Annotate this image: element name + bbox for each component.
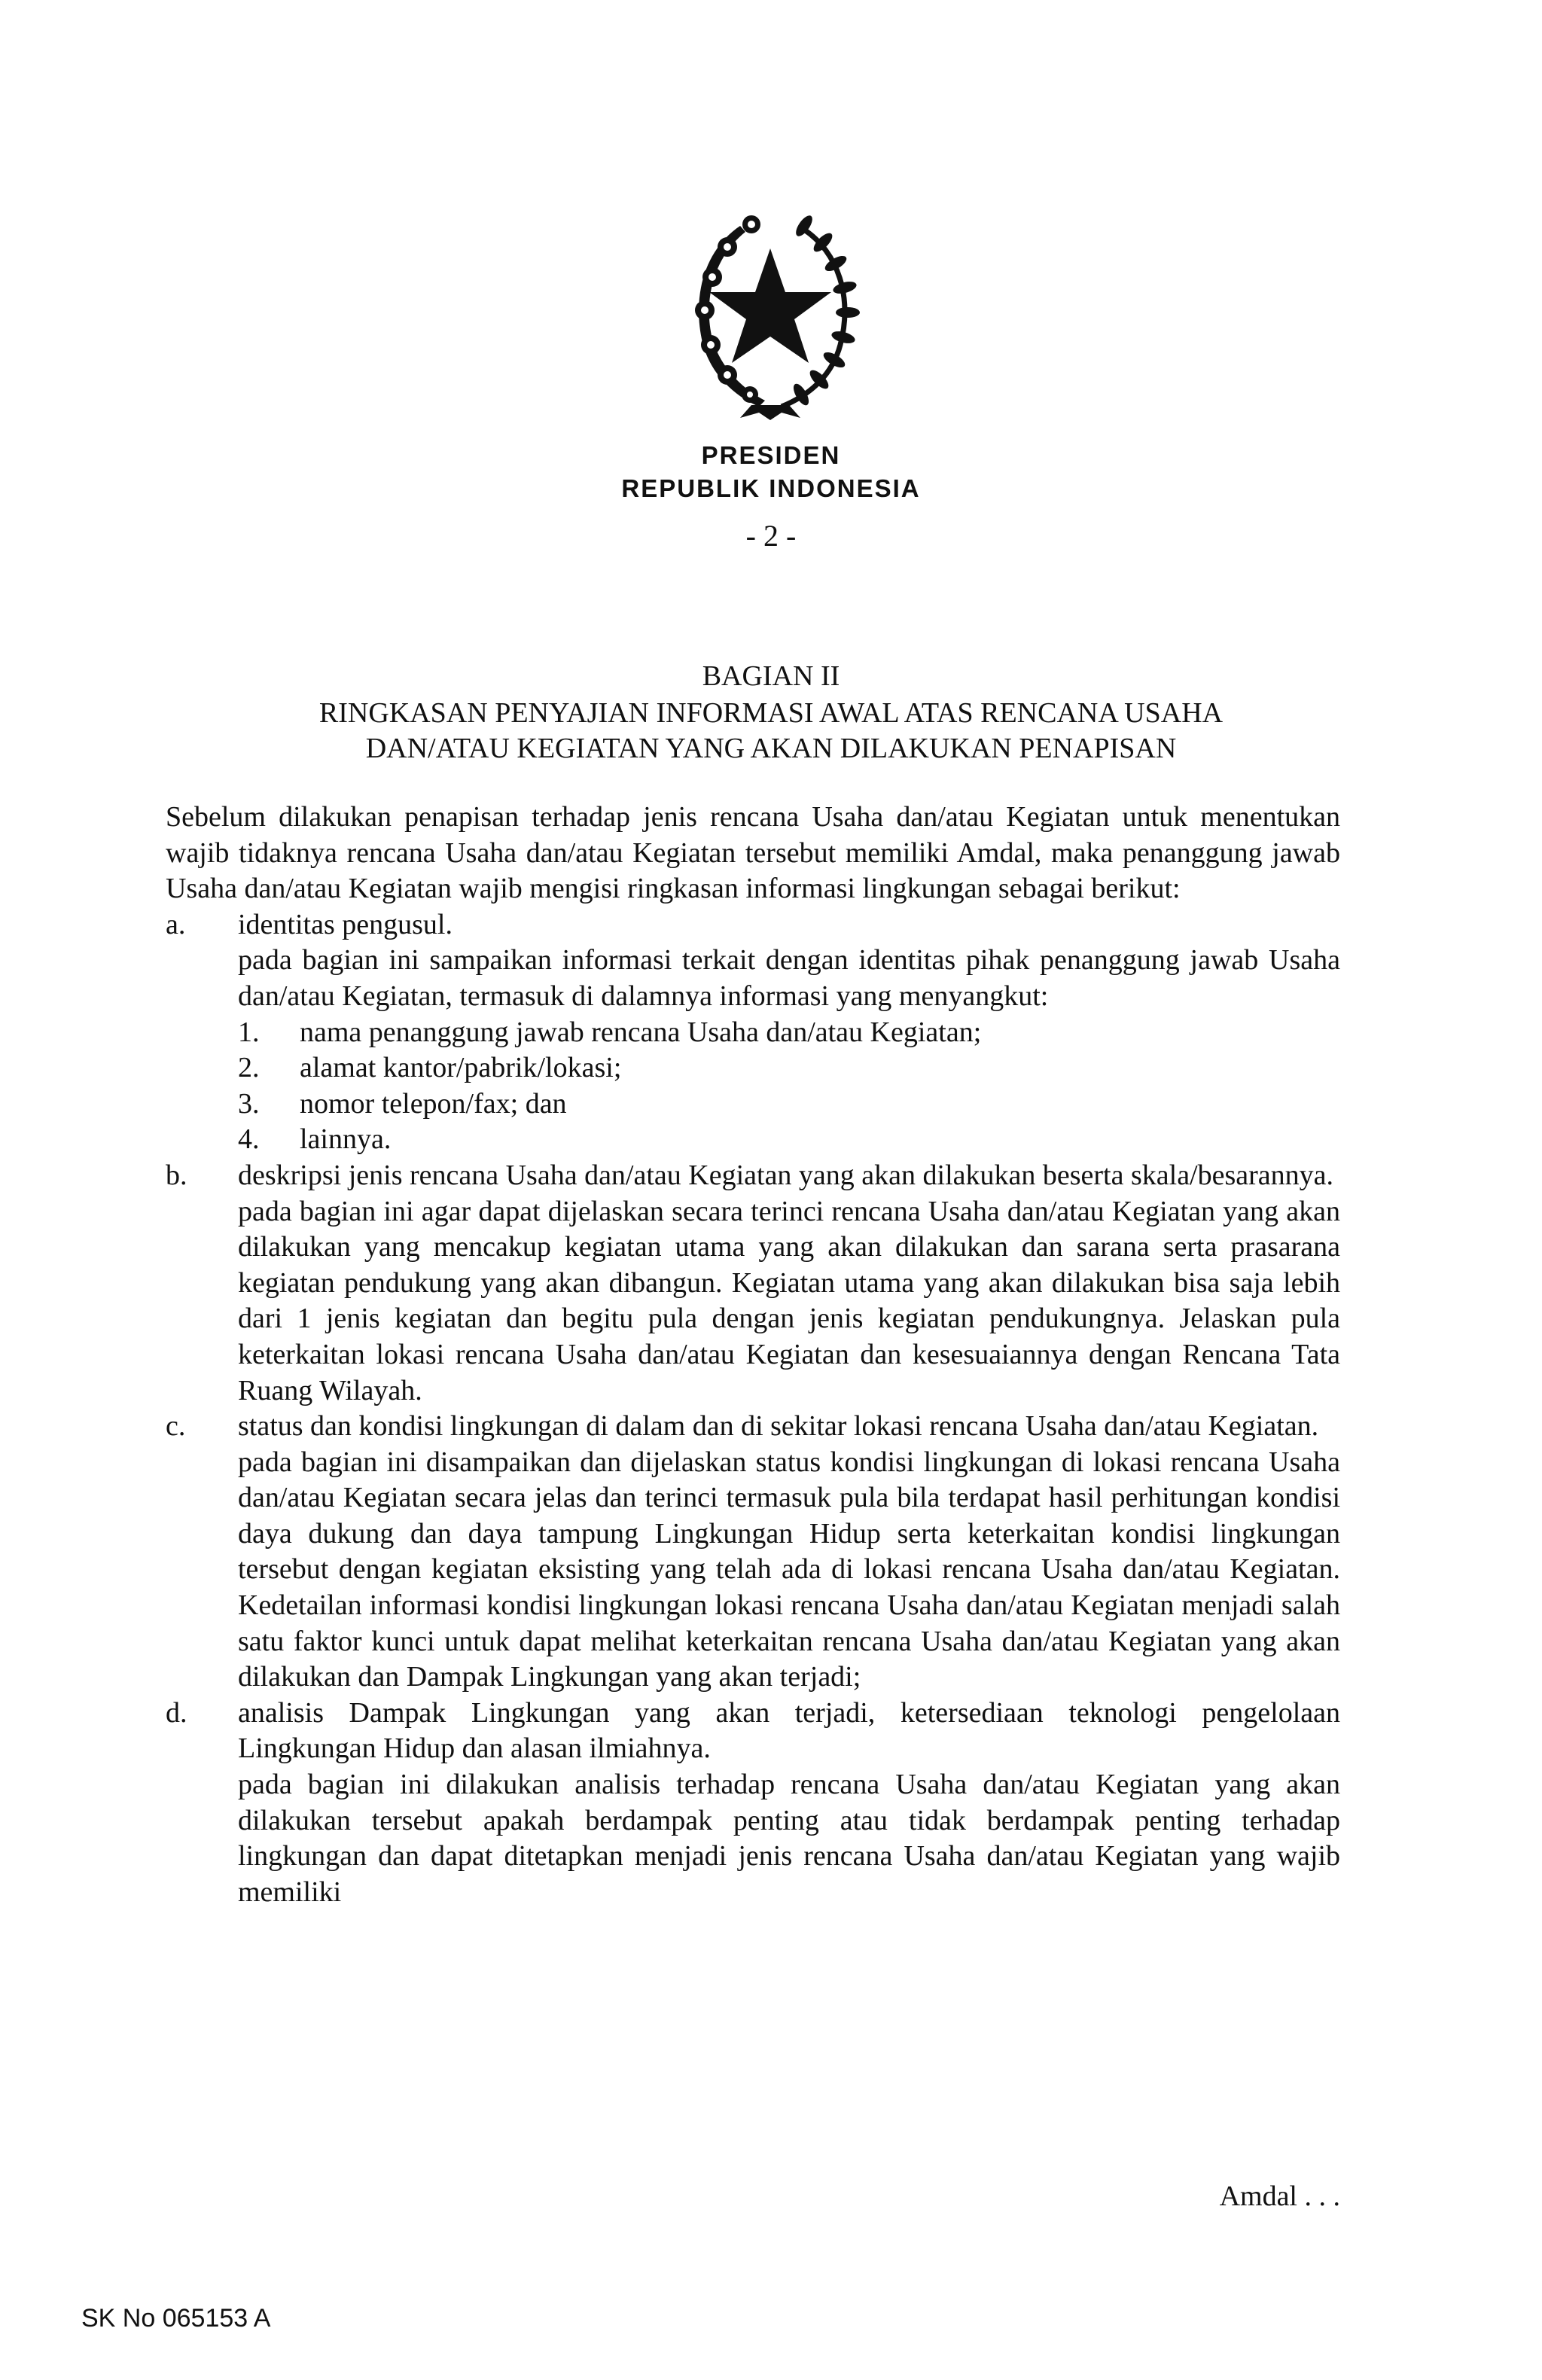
sk-number: SK No 065153 A [81, 2304, 271, 2333]
item-marker: a. [166, 908, 186, 940]
sub-item [238, 1122, 1340, 1158]
section-subtitle-line1: RINGKASAN PENYAJIAN INFORMASI AWAL ATAS RENCANA USAHA [318, 697, 1224, 729]
item-text: pada bagian ini agar dapat dijelaskan secara terinci rencana Usaha dan/atau Kegiatan yang akan dilakukan yang mencakup kegiatan utama yang akan dilakukan dan sarana serta prasarana kegiatan pendukung yang akan dibangun. Kegiatan utama yang akan dilakukan bisa saja lebih dari 1 jenis kegiatan dan begitu pula dengan jenis kegiatan pendukungnya. Jelaskan pula keterkaitan lokasi rencana Usaha dan/atau Kegiatan dan kesesuaiannya dengan Rencana Tata Ruang Wilayah. [238, 1195, 1340, 1406]
header-title-presiden: PRESIDEN [701, 441, 841, 469]
sub-item-number: 1. [238, 1016, 260, 1048]
item-text: pada bagian ini dilakukan analisis terhadap rencana Usaha dan/atau Kegiatan yang akan dilakukan tersebut apakah berdampak penting atau tidak berdampak penting terhadap lingkungan dan dapat ditetapkan menjadi jenis rencana Usaha dan/atau Kegiatan yang wajib memiliki [238, 1769, 1340, 1908]
item-heading: identitas pengusul. [238, 908, 453, 940]
item-text: pada bagian ini sampaikan informasi terkait dengan identitas pihak penanggung jawab Usaha dan/atau Kegiatan, termasuk di dalamnya informasi yang menyangkut: [238, 944, 1340, 1012]
item-heading: analisis Dampak Lingkungan yang akan terjadi, ketersediaan teknologi pengelolaan Lingkungan Hidup dan alasan ilmiahnya. [238, 1696, 1340, 1765]
section-title: BAGIAN II [702, 660, 840, 692]
page-continuation: Amdal . . . [1219, 2180, 1340, 2212]
item-heading: status dan kondisi lingkungan di dalam dan di sekitar lokasi rencana Usaha dan/atau Kegiatan. [238, 1410, 1319, 1443]
sub-item-number: 3. [238, 1087, 260, 1120]
item-marker: b. [166, 1159, 187, 1191]
intro-paragraph: Sebelum dilakukan penapisan terhadap jenis rencana Usaha dan/atau Kegiatan untuk menentukan wajib tidaknya rencana Usaha dan/atau Kegiatan tersebut memiliki Amdal, maka penanggung jawab Usaha dan/atau Kegiatan wajib mengisi ringkasan informasi lingkungan sebagai berikut: [166, 801, 1340, 905]
list-item-b [166, 1158, 1340, 1409]
sub-list [238, 1015, 1340, 1158]
item-text: pada bagian ini disampaikan dan dijelaskan status kondisi lingkungan di lokasi rencana Usaha dan/atau Kegiatan secara jelas dan terinci termasuk pula bila terdapat hasil perhitungan kondisi daya dukung dan daya tampung Lingkungan Hidup serta keterkaitan kondisi lingkungan tersebut dengan kegiatan eksisting yang telah ada di lokasi rencana Usaha dan/atau Kegiatan. Kedetailan informasi kondisi lingkungan lokasi rencana Usaha dan/atau Kegiatan menjadi salah satu faktor kunci untuk dapat melihat keterkaitan rencana Usaha dan/atau Kegiatan yang akan dilakukan dan Dampak Lingkungan yang akan terjadi; [238, 1446, 1340, 1693]
sub-item-text: alamat kantor/pabrik/lokasi; [300, 1052, 622, 1084]
item-marker: c. [166, 1410, 186, 1443]
header-title-republik: REPUBLIK INDONESIA [621, 474, 921, 502]
sub-item-number: 4. [238, 1123, 260, 1156]
sub-item [238, 1050, 1340, 1086]
sub-item-text: lainnya. [300, 1123, 392, 1156]
presidential-emblem-icon [669, 203, 872, 422]
sub-item [238, 1015, 1340, 1051]
sub-item-text: nama penanggung jawab rencana Usaha dan/atau Kegiatan; [300, 1016, 982, 1048]
list-item-d [166, 1696, 1340, 1911]
list-item-c [166, 1409, 1340, 1696]
sub-item-number: 2. [238, 1052, 260, 1084]
sub-item [238, 1086, 1340, 1123]
sub-item-text: nomor telepon/fax; dan [300, 1087, 567, 1120]
item-marker: d. [166, 1696, 187, 1729]
page-number: - 2 - [745, 519, 797, 553]
item-heading: deskripsi jenis rencana Usaha dan/atau Kegiatan yang akan dilakukan beserta skala/besarannya. [238, 1159, 1334, 1191]
list-item-a [166, 907, 1340, 1158]
document-body [166, 800, 1340, 1910]
section-subtitle-line2: DAN/ATAU KEGIATAN YANG AKAN DILAKUKAN PENAPISAN [365, 733, 1177, 764]
